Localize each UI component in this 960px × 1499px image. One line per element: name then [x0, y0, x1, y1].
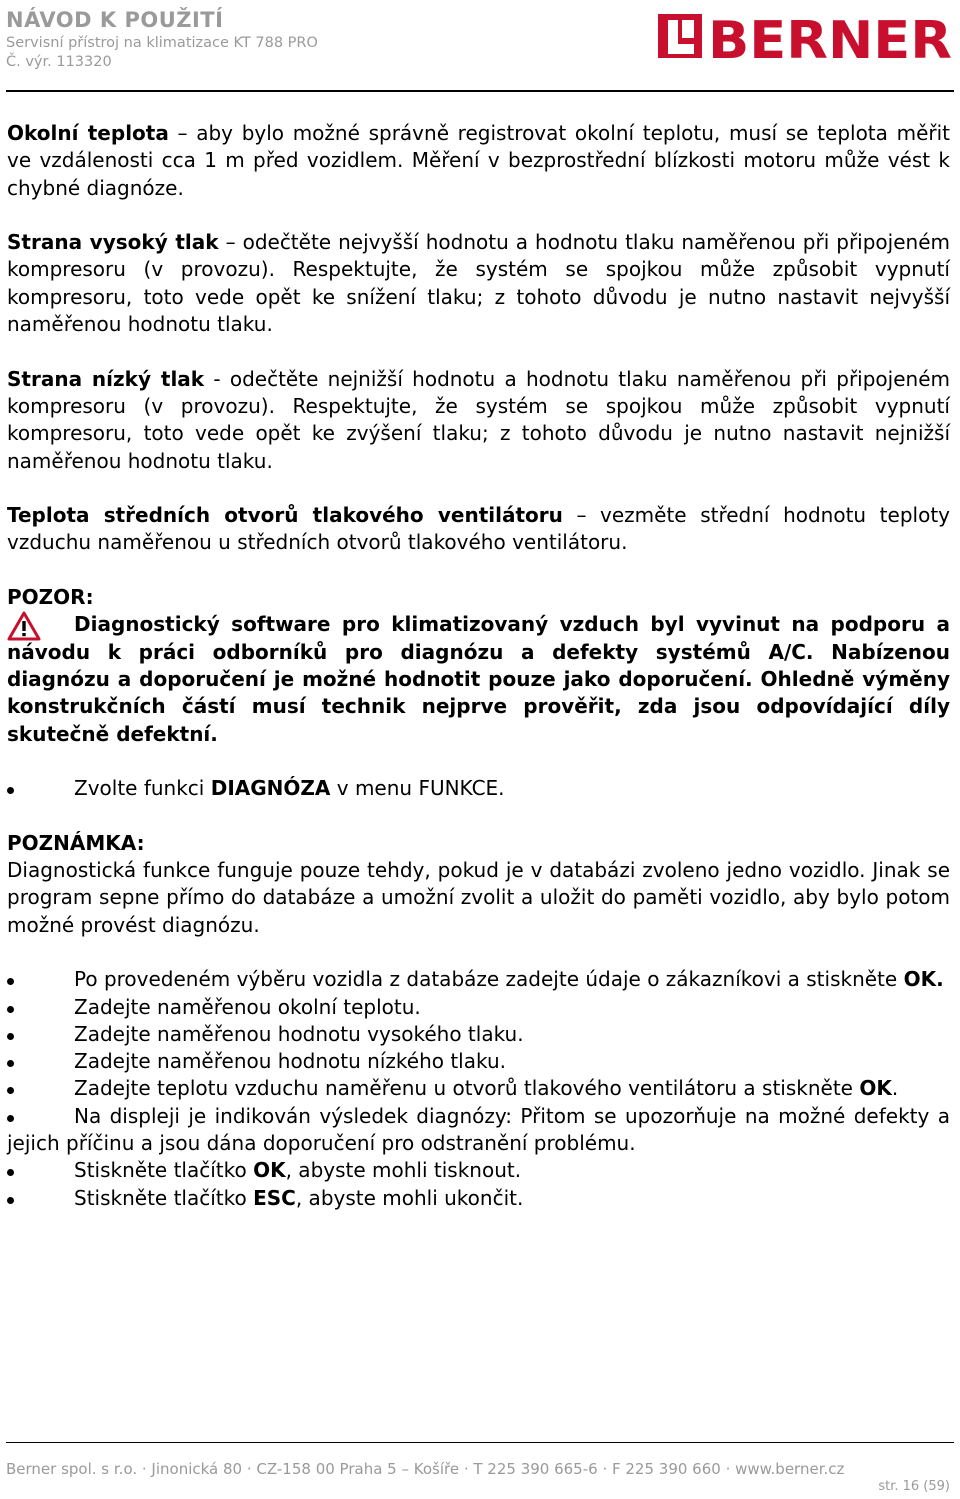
logo-wordmark: BERNER — [708, 14, 952, 66]
page-number: str. 16 (59) — [878, 1479, 950, 1494]
term-ambient-temperature: Okolní teplota — [7, 121, 169, 145]
list-item: Zadejte naměřenou okolní teplotu. — [7, 994, 950, 1021]
note-paragraph: Diagnostická funkce funguje pouze tehdy, pokud je v databázi zvoleno jedno vozidlo. Jinak se program sepne přímo do databáze a umožní zvolit a uložit do paměti vozidlo, aby bylo potom možné provést diagnózu. — [7, 858, 950, 937]
paragraph-text: - odečtěte nejnižší hodnotu a hodnotu tlaku naměřenou při připojeném kompresoru (v provozu). Respektujte, že systém se spojkou může způsobit vypnutí kompresoru, toto vede opět ke zvýšení tlaku; z tohoto důvodu je nutno nastavit nejnižší naměřenou hodnotu tlaku. — [7, 366, 950, 473]
paragraph-ambient-temperature — [7, 120, 950, 202]
bullet-icon — [7, 1169, 14, 1176]
warning-text: Diagnostický software pro klimatizovaný vzduch byl vyvinut na podporu a návodu k práci odborníků pro diagnózu a defekty systémů A/C. Nabízenou diagnózu a doporučení je možné hodnotit pouze jako doporučení. Ohledně výměny konstrukčních částí musí technik nejprve prověřit, zda jsou odpovídající díly skutečně defektní. — [7, 612, 950, 746]
page-body — [7, 120, 950, 1239]
term-vent-temperature: Teplota středních otvorů tlakového ventilátoru — [7, 503, 563, 528]
function-list — [7, 775, 950, 802]
warning-heading: POZOR: — [7, 585, 94, 610]
document-subtitle: Servisní přístroj na klimatizace KT 788 PRO — [6, 35, 318, 51]
paragraph-vent-temperature — [7, 502, 950, 557]
term-low-pressure: Strana nízký tlak — [7, 366, 205, 391]
paragraph-high-pressure — [7, 229, 950, 338]
note-heading: POZNÁMKA: — [7, 830, 145, 855]
menu-function-name: DIAGNÓZA — [210, 776, 331, 801]
paragraph-text: – vezměte střední hodnotu teploty vzduchu naměřenou u středních otvorů tlakového ventilátoru. — [7, 503, 950, 555]
warning-paragraph — [7, 611, 950, 747]
list-item: Zadejte naměřenou hodnotu nízkého tlaku. — [7, 1048, 950, 1075]
list-item: Po provedeném výběru vozidla z databáze zadejte údaje o zákazníkovi a stiskněte OK. — [7, 966, 950, 993]
term-high-pressure: Strana vysoký tlak — [7, 230, 219, 255]
bullet-icon — [7, 1197, 14, 1204]
list-item: Na displeji je indikován výsledek diagnózy: Přitom se upozorňuje na možné defekty a jejich příčinu a jsou dána doporučení pro odstranění problému. — [7, 1103, 950, 1155]
steps-list — [7, 966, 950, 1212]
paragraph-text: – aby bylo možné správně registrovat okolní teplotu, musí se teplota měřit ve vzdálenosti cca 1 m před vozidlem. Měření v bezprostřední blízkosti motoru může vést k chybné diagnóze. — [7, 121, 950, 200]
warning-triangle-icon — [7, 611, 41, 641]
list-item: Zvolte funkci DIAGNÓZA v menu FUNKCE. — [7, 775, 950, 802]
product-number: Č. výr. 113320 — [6, 54, 112, 70]
bullet-icon — [7, 787, 14, 794]
list-item: Zadejte naměřenou hodnotu vysokého tlaku. — [7, 1021, 950, 1048]
bullet-icon — [7, 1087, 14, 1094]
bullet-icon — [7, 1006, 14, 1013]
footer-divider — [6, 1442, 954, 1443]
bullet-icon — [7, 978, 14, 985]
header-divider — [6, 90, 954, 92]
paragraph-low-pressure — [7, 366, 950, 475]
list-item: Stiskněte tlačítko OK, abyste mohli tisknout. — [7, 1157, 950, 1184]
paragraph-text: – odečtěte nejvyšší hodnotu a hodnotu tlaku naměřenou při připojeném kompresoru (v provozu). Respektujte, že systém se spojkou může způsobit vypnutí kompresoru, toto vede opět ke snížení tlaku; z tohoto důvodu je nutno nastavit nejvyšší naměřenou hodnotu tlaku. — [7, 230, 950, 337]
footer-address: Berner spol. s r.o. · Jinonická 80 · CZ-158 00 Praha 5 – Košíře · T 225 390 665-6 · F 225 390 660 · www.berner.cz — [6, 1460, 845, 1478]
bullet-icon — [7, 1115, 14, 1122]
document-title: NÁVOD K POUŽITÍ — [6, 8, 224, 32]
bullet-icon — [7, 1060, 14, 1067]
berner-logo — [658, 14, 954, 66]
bullet-icon — [7, 1033, 14, 1040]
list-item: Stiskněte tlačítko ESC, abyste mohli ukončit. — [7, 1185, 950, 1212]
list-item: Zadejte teplotu vzduchu naměřenu u otvorů tlakového ventilátoru a stiskněte OK. — [7, 1075, 950, 1102]
